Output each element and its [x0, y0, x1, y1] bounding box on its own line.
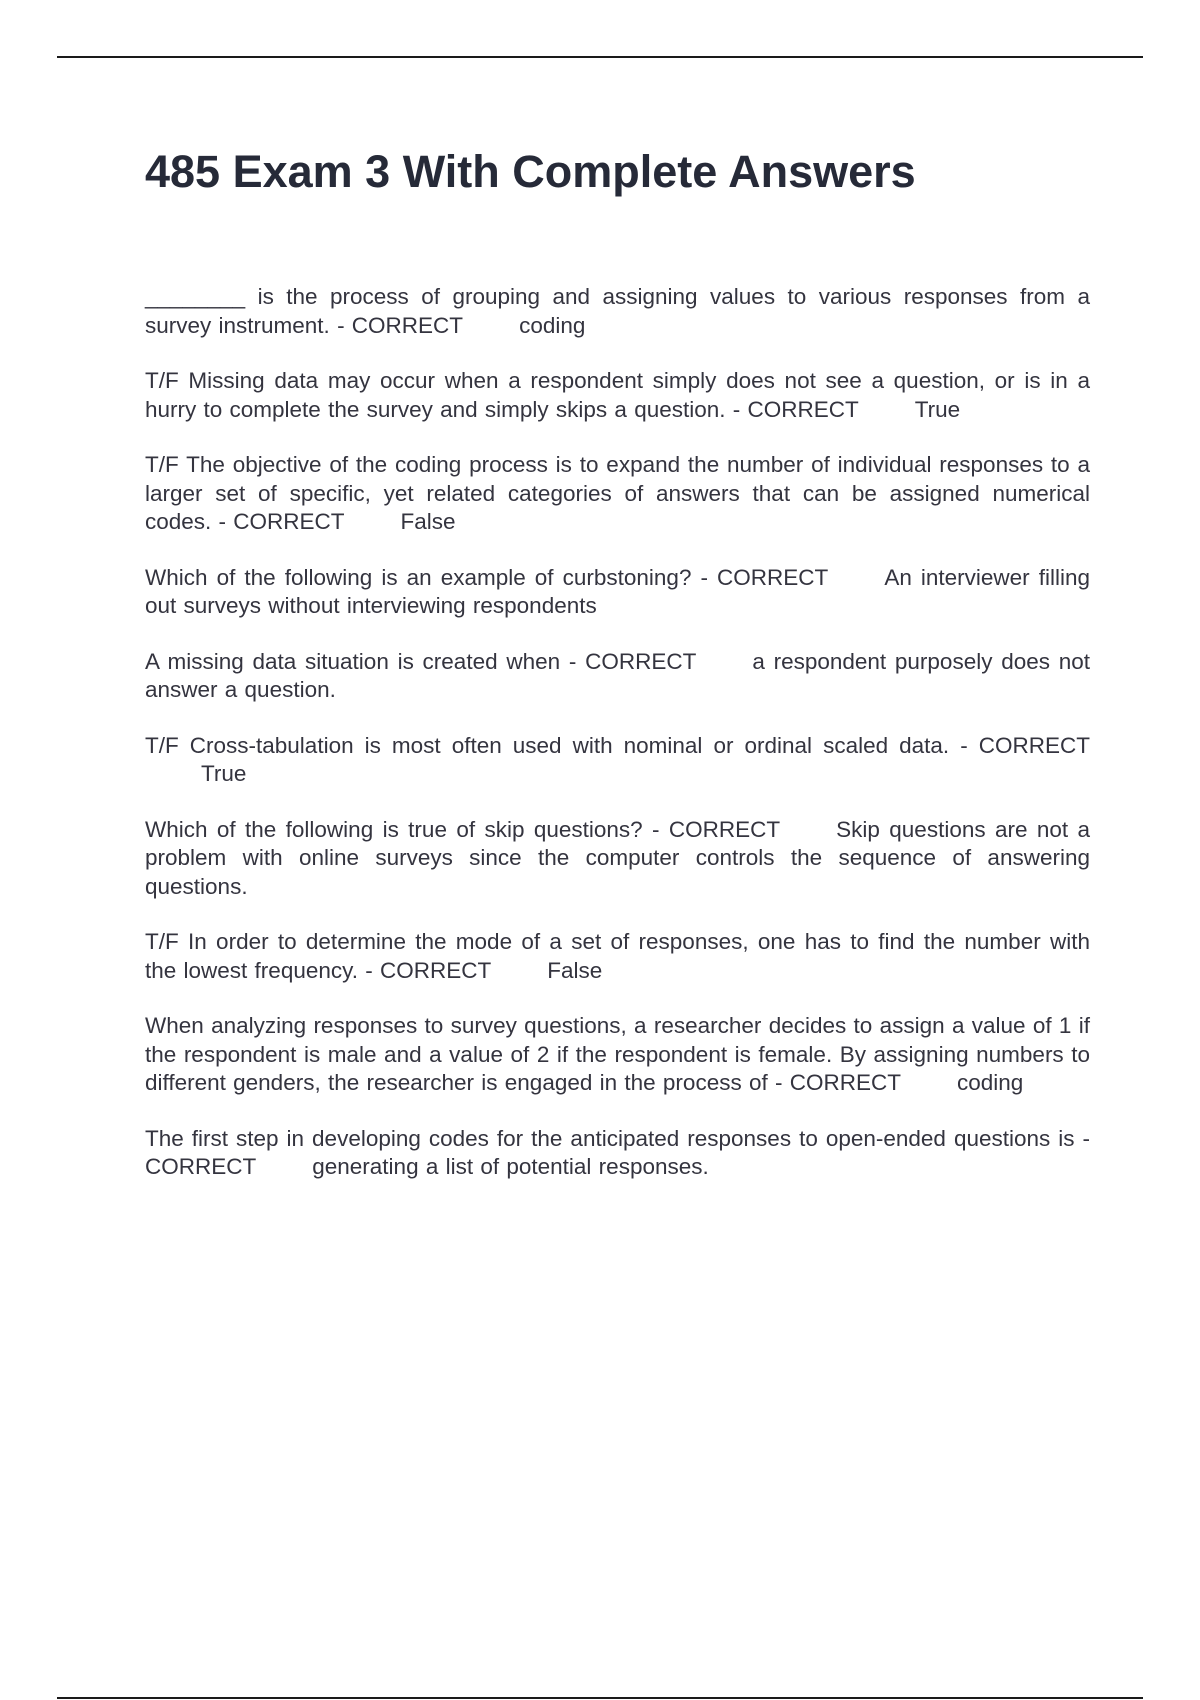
- question-text: T/F The objective of the coding process is to expand the number of individual responses to a larger set of specific, yet related categories of answers that can be assigned numerical codes. - CORRECT: [145, 452, 1090, 534]
- question-text: ________ is the process of grouping and assigning values to various responses from a survey instrument. - CORRECT: [145, 284, 1090, 338]
- qa-text: [145, 1125, 1090, 1182]
- answer-text: Skip questions are not a problem with online surveys since the computer controls the sequence of answering questions.: [145, 816, 1091, 899]
- qa-text: [145, 816, 1090, 902]
- qa-text: [145, 928, 1090, 985]
- qa-list: [145, 283, 1090, 1209]
- answer-text: An interviewer filling out surveys without interviewing respondents: [145, 564, 1090, 618]
- answer-text: True: [914, 396, 961, 422]
- answer-text: coding: [956, 1070, 1024, 1095]
- qa-item: [145, 1012, 1090, 1098]
- qa-item: [145, 564, 1090, 621]
- qa-item: [145, 732, 1090, 789]
- qa-text: [145, 1012, 1090, 1098]
- qa-item: [145, 816, 1090, 902]
- qa-item: [145, 451, 1090, 537]
- qa-text: [145, 732, 1090, 789]
- answer-text: False: [547, 957, 603, 983]
- answer-text: True: [201, 761, 247, 786]
- qa-text: [145, 367, 1090, 424]
- question-text: Which of the following is true of skip questions? - CORRECT: [145, 816, 781, 842]
- qa-item: [145, 283, 1090, 340]
- question-text: A missing data situation is created when - CORRECT: [145, 648, 697, 674]
- bottom-rule: [57, 1697, 1143, 1699]
- question-text: T/F In order to determine the mode of a set of responses, one has to find the number with the lowest frequency. - CORRECT: [145, 929, 1090, 983]
- qa-text: [145, 648, 1090, 705]
- qa-item: [145, 928, 1090, 985]
- document-title: 485 Exam 3 With Complete Answers: [145, 146, 916, 197]
- answer-text: a respondent purposely does not answer a question.: [145, 648, 1090, 702]
- qa-item: [145, 367, 1090, 424]
- qa-text: [145, 564, 1090, 621]
- qa-item: [145, 1125, 1090, 1182]
- question-text: Which of the following is an example of curbstoning? - CORRECT: [145, 564, 829, 590]
- question-text: T/F Cross-tabulation is most often used with nominal or ordinal scaled data. - CORRECT: [145, 732, 1090, 758]
- answer-text: coding: [519, 312, 586, 338]
- question-text: The first step in developing codes for the anticipated responses to open-ended questions is - CORRECT: [145, 1125, 1090, 1179]
- answer-text: False: [400, 509, 456, 534]
- qa-text: [145, 451, 1090, 537]
- question-text: When analyzing responses to survey questions, a researcher decides to assign a value of 1 if the respondent is male and a value of 2 if the respondent is female. By assigning numbers to different genders, the researcher is engaged in the process of - CORRECT: [145, 1013, 1090, 1095]
- qa-item: [145, 648, 1090, 705]
- question-text: T/F Missing data may occur when a respondent simply does not see a question, or is in a hurry to complete the survey and simply skips a question. - CORRECT: [145, 368, 1090, 422]
- qa-text: [145, 283, 1090, 340]
- answer-text: generating a list of potential responses.: [312, 1154, 709, 1179]
- top-rule: [57, 56, 1143, 58]
